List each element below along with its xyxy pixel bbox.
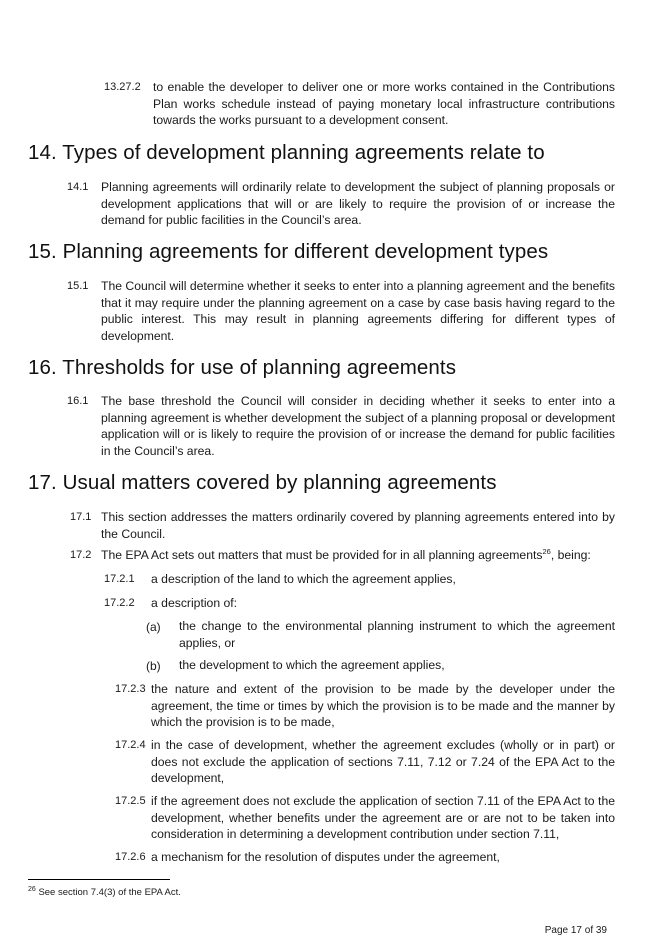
clause-number: 17.2.2 (104, 597, 135, 609)
clause-text: to enable the developer to deliver one or more works contained in the Contributions Plan works schedule instead of paying monetary local infrastructure contributions towards the works pursuant to a development consent. (153, 80, 615, 127)
clause-number: 14.1 (67, 181, 89, 193)
clause-text: a description of the land to which the agreement applies, (151, 572, 456, 586)
clause-text-tail: , being: (550, 548, 591, 562)
clause-number: 15.1 (67, 280, 89, 292)
clause-number: 13.27.2 (104, 81, 141, 93)
clause-number: 17.2.1 (104, 573, 135, 585)
section-heading-14: 14. Types of development planning agreements relate to (28, 141, 545, 164)
clause-number: 17.2 (70, 549, 92, 561)
clause-text: the development to which the agreement applies, (179, 658, 445, 672)
clause-number: 17.2.6 (115, 851, 146, 863)
clause-text: the change to the environmental planning instrument to which the agreement applies, or (179, 619, 615, 650)
clause-text: This section addresses the matters ordinarily covered by planning agreements entered into by the Council. (101, 510, 615, 541)
section-heading-17: 17. Usual matters covered by planning agreements (28, 471, 497, 494)
footnote-separator (28, 879, 170, 880)
clause-text-main: The EPA Act sets out matters that must be provided for in all planning agreements (101, 548, 543, 562)
clause-number: 17.2.4 (115, 739, 146, 751)
section-heading-15: 15. Planning agreements for different development types (28, 240, 549, 263)
clause-number: 17.1 (70, 511, 92, 523)
page-number: Page 17 of 39 (544, 925, 607, 936)
footnote (28, 886, 181, 898)
clause-text: if the agreement does not exclude the application of section 7.11 of the EPA Act to the development, whether benefits under the agreement are or are not to be taken into consideration in determining a development contribution under section 7.11, (151, 794, 615, 841)
clause-text: The Council will determine whether it seeks to enter into a planning agreement and the benefits that it may require under the planning agreement on a case by case basis having regard to the public interest. This may result in planning agreements differing for different types of development. (101, 279, 615, 343)
footnote-number: 26 (28, 886, 36, 893)
clause-text: The base threshold the Council will consider in deciding whether it seeks to enter into a planning agreement is whether development the subject of a planning proposal or development application will or is likely to require the provision of or increase the demand for public facilities in the Council’s area. (101, 394, 615, 458)
clause-number: 17.2.3 (115, 683, 146, 695)
clause-text: in the case of development, whether the agreement excludes (wholly or in part) or does not exclude the application of sections 7.11, 7.12 or 7.24 of the EPA Act to the development, (151, 738, 615, 785)
footnote-reference: 26 (542, 546, 551, 556)
clause-number: 17.2.5 (115, 795, 146, 807)
clause-text: a description of: (151, 596, 238, 610)
clause-number: (a) (146, 620, 161, 634)
clause-number: 16.1 (67, 395, 89, 407)
footnote-text: See section 7.4(3) of the EPA Act. (38, 887, 181, 899)
clause-text (101, 547, 615, 564)
clause-text: a mechanism for the resolution of disputes under the agreement, (151, 850, 500, 864)
clause-number: (b) (146, 659, 161, 673)
section-heading-16: 16. Thresholds for use of planning agreements (28, 356, 457, 379)
clause-text: Planning agreements will ordinarily relate to development the subject of planning proposals or development applications that will or are likely to require the provision of or increase the demand for public facilities in the Council’s area. (101, 180, 615, 227)
clause-text: the nature and extent of the provision to be made by the developer under the agreement, the time or times by which the provision is to be made and the manner by which the provision is to be made, (151, 682, 615, 729)
